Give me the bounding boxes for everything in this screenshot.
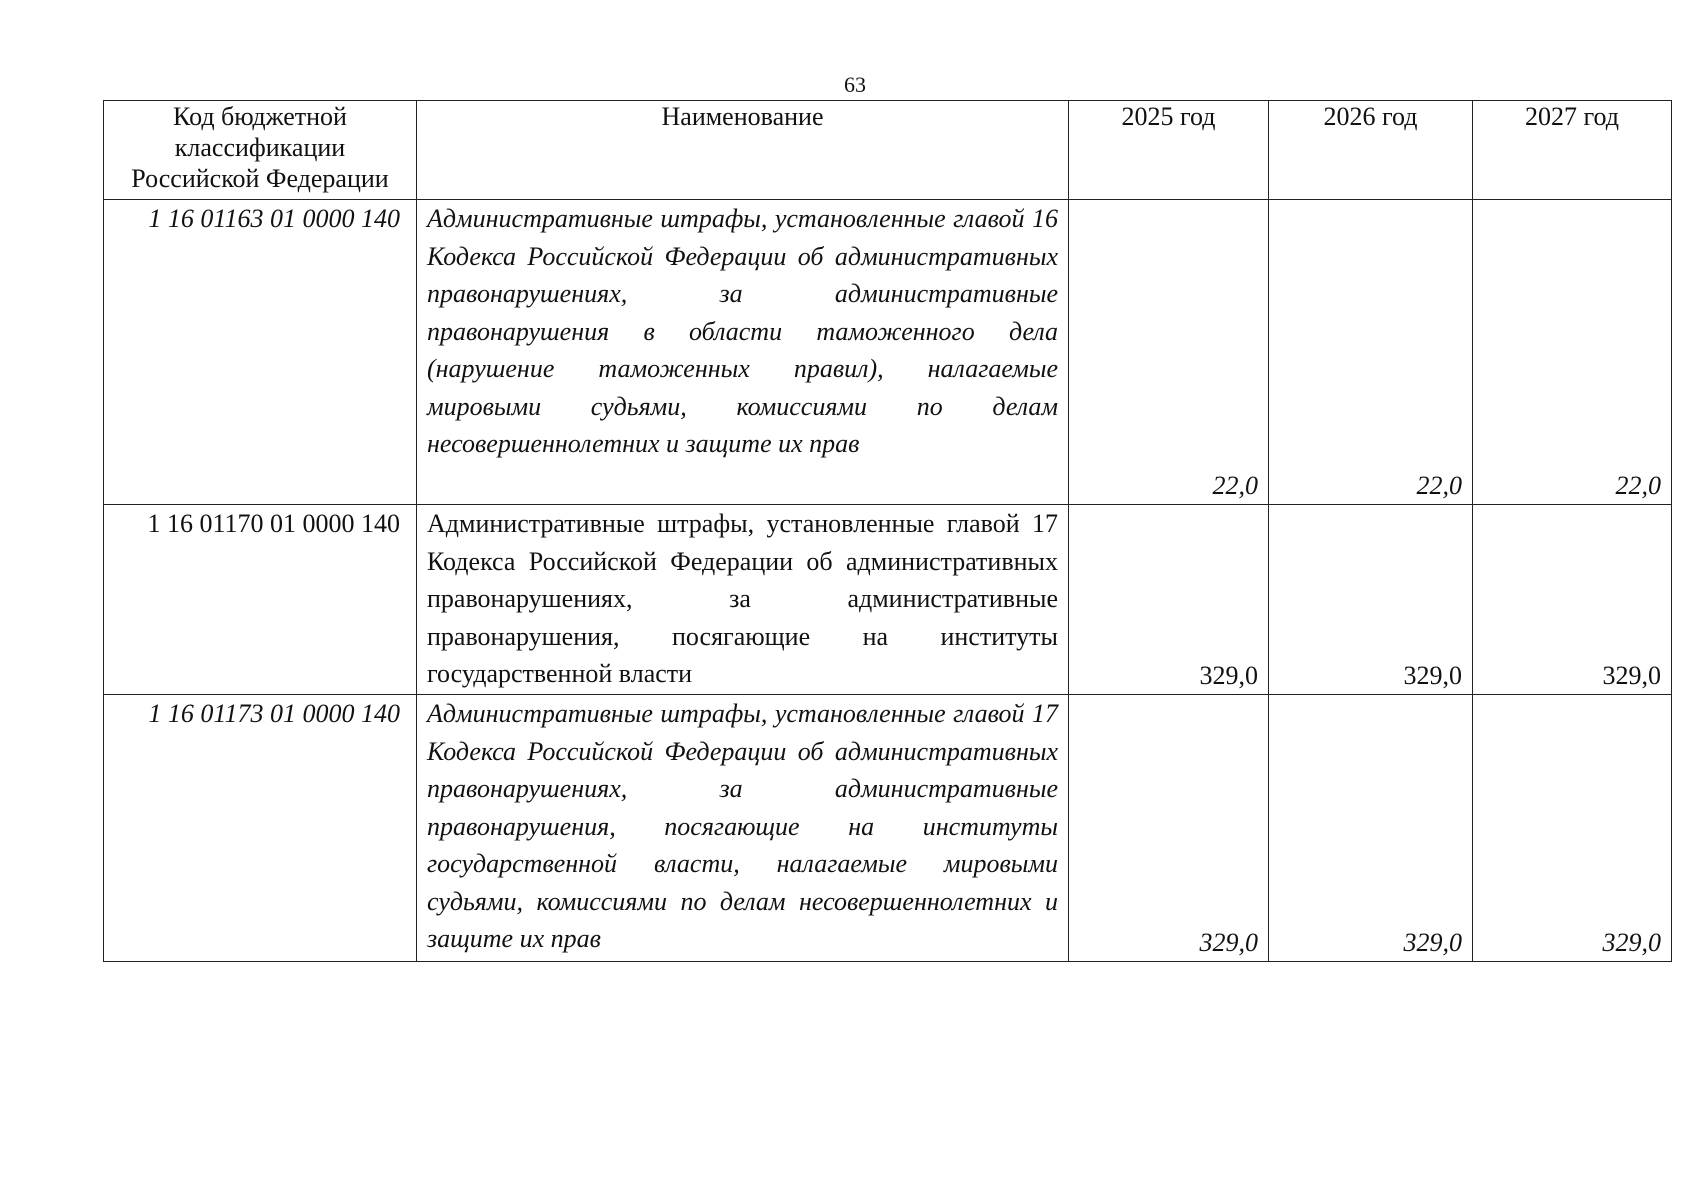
header-code: Код бюджетной классификации Российской Федерации xyxy=(104,101,417,200)
page-number: 63 xyxy=(844,72,866,97)
row-code: 1 16 01170 01 0000 140 xyxy=(104,505,417,695)
row-value-2026: 329,0 xyxy=(1269,505,1473,695)
header-name: Наименование xyxy=(417,101,1069,200)
row-value-2025: 22,0 xyxy=(1069,200,1269,505)
header-year-2026: 2026 год xyxy=(1269,101,1473,200)
table-header-row xyxy=(104,101,1672,200)
row-name: Административные штрафы, установленные главой 16 Кодекса Российской Федерации об административных правонарушениях, за административные правонарушения в области таможенного дела (нарушение таможенных правил), налагаемые мировыми судьями, комиссиями по делам несовершеннолетних и защите их прав xyxy=(417,200,1069,505)
table-row xyxy=(104,695,1672,962)
row-value-2025: 329,0 xyxy=(1069,505,1269,695)
table-row xyxy=(104,200,1672,505)
row-name: Административные штрафы, установленные главой 17 Кодекса Российской Федерации об административных правонарушениях, за административные правонарушения, посягающие на институты государственной власти, налагаемые мировыми судьями, комиссиями по делам несовершеннолетних и защите их прав xyxy=(417,695,1069,962)
budget-table xyxy=(103,100,1672,962)
header-year-2027: 2027 год xyxy=(1473,101,1672,200)
row-code: 1 16 01163 01 0000 140 xyxy=(104,200,417,505)
row-value-2026: 22,0 xyxy=(1269,200,1473,505)
row-value-2025: 329,0 xyxy=(1069,695,1269,962)
row-name: Административные штрафы, установленные главой 17 Кодекса Российской Федерации об административных правонарушениях, за административные правонарушения, посягающие на институты государственной власти xyxy=(417,505,1069,695)
table-row xyxy=(104,505,1672,695)
row-value-2027: 329,0 xyxy=(1473,695,1672,962)
row-code: 1 16 01173 01 0000 140 xyxy=(104,695,417,962)
header-year-2025: 2025 год xyxy=(1069,101,1269,200)
row-value-2026: 329,0 xyxy=(1269,695,1473,962)
row-value-2027: 22,0 xyxy=(1473,200,1672,505)
row-value-2027: 329,0 xyxy=(1473,505,1672,695)
